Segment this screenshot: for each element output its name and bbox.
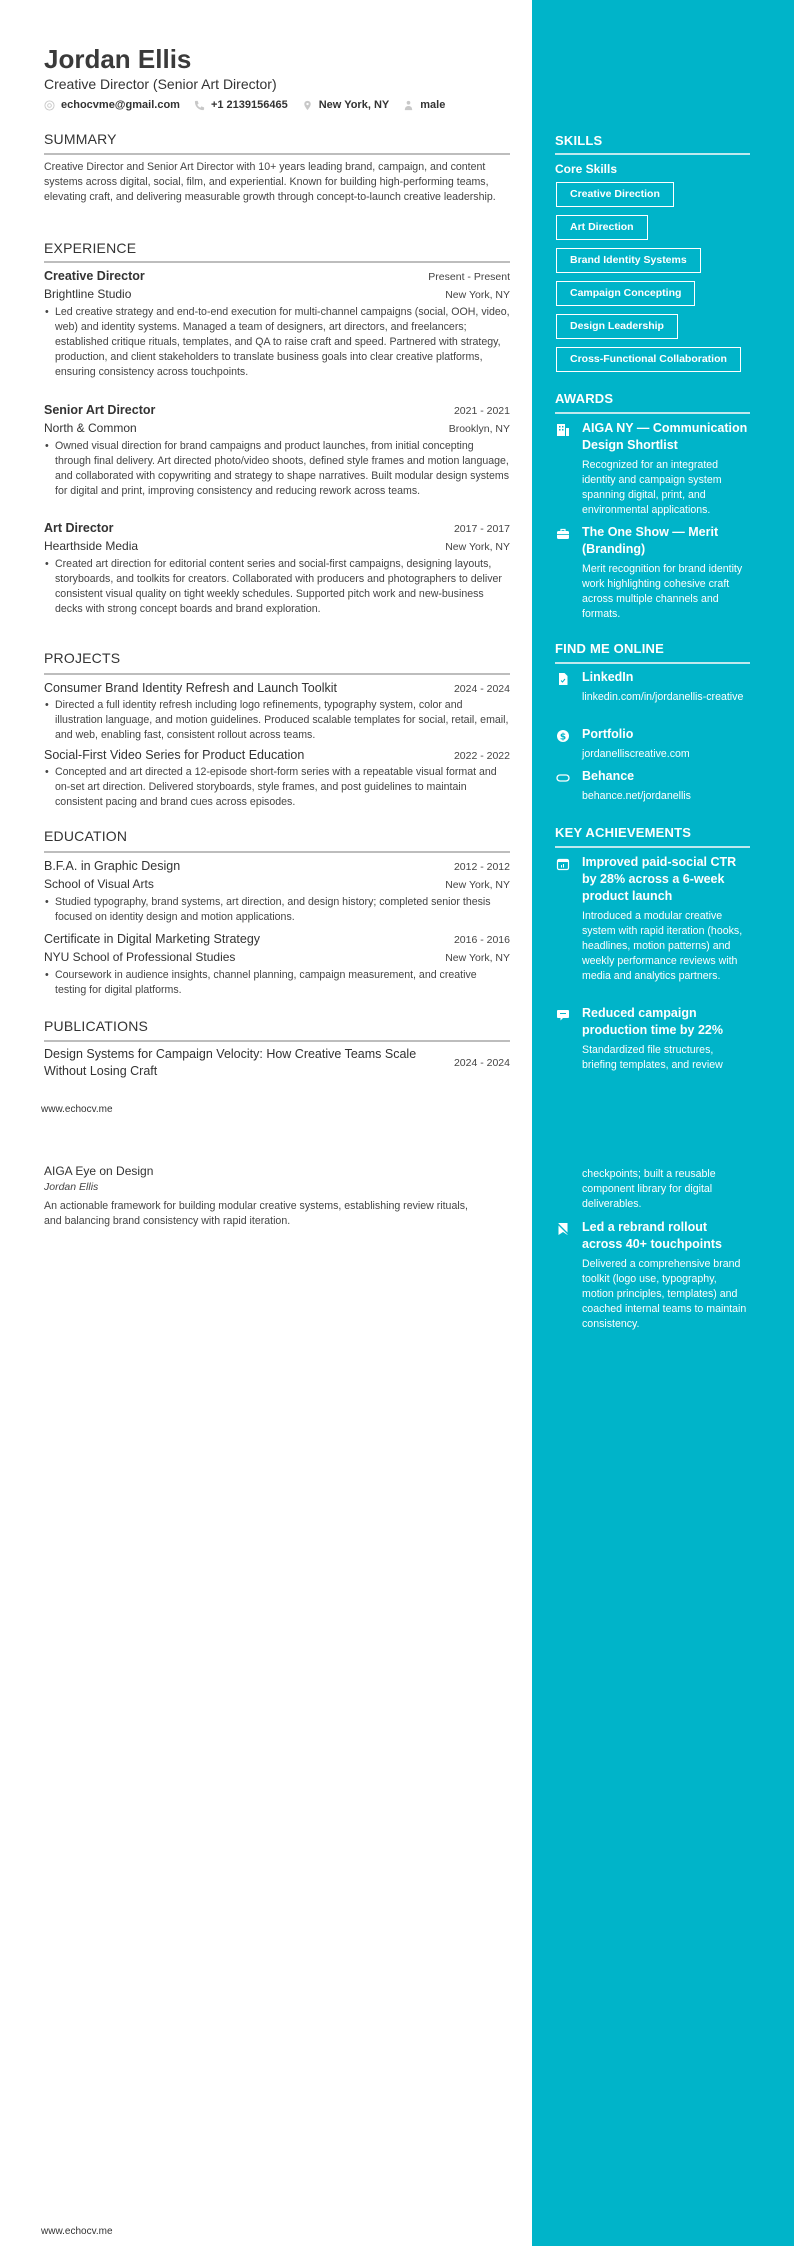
experience-divider (44, 261, 510, 263)
awards-divider (555, 412, 750, 414)
experience-item-3-org (44, 539, 510, 553)
online-link-url[interactable]: behance.net/jordanellis (582, 790, 691, 802)
achievements-heading: KEY ACHIEVEMENTS (555, 825, 692, 840)
award-description: Recognized for an integrated identity and campaign system spanning digital, print, and environmental applications. (582, 459, 722, 516)
skill-chip: Brand Identity Systems (556, 248, 701, 273)
contact-location (302, 99, 390, 111)
degree: B.F.A. in Graphic Design (44, 859, 181, 873)
experience-heading: EXPERIENCE (44, 240, 137, 256)
contact-phone-text: +1 2139156465 (210, 99, 288, 111)
job-location: New York, NY (445, 289, 510, 301)
skill-chip: Creative Direction (556, 182, 674, 207)
experience-bullet: • Created art direction for editorial content series and social-first campaigns, designing layouts, storyboards, and toolkits for creators. Collaborated with producers and photographers to deliver consistent visual quality on tight weekly schedules. Supported pitch work and new-business decks with strong concept boards and brand exploration. (44, 557, 510, 617)
education-item-2-school (44, 950, 510, 964)
project-item-2-header (44, 748, 510, 762)
online-divider (555, 662, 750, 664)
contact-phone[interactable] (194, 99, 288, 111)
company-name: Hearthside Media (44, 539, 139, 553)
dollar-circle-icon (556, 729, 570, 743)
achievement-title: Reduced campaign production time by 22% (582, 1006, 723, 1037)
svg-text:$: $ (559, 732, 567, 743)
job-title: Art Director (44, 521, 114, 535)
project-bullet: • Directed a full identity refresh including logo refinements, typography system, color and illustration language, and motion guidelines. Produced scalable templates for social, retail, email, and web, enabling fast, consistent rollout across teams. (44, 698, 510, 743)
education-bullet: • Studied typography, brand systems, art direction, and design history; completed senior thesis focused on identity design and motion applications. (44, 895, 510, 925)
school-location: New York, NY (445, 879, 510, 891)
document-icon (556, 672, 570, 686)
contact-gender-text: male (420, 99, 446, 111)
message-icon (556, 1008, 570, 1022)
awards-heading: AWARDS (555, 391, 614, 406)
job-title: Senior Art Director (44, 403, 156, 417)
job-location: New York, NY (445, 541, 510, 553)
online-heading: FIND ME ONLINE (555, 641, 664, 656)
education-item-1-school (44, 877, 510, 891)
experience-item-2-header (44, 403, 510, 417)
person-icon (403, 100, 414, 111)
award-title: The One Show — Merit (Branding) (582, 525, 719, 556)
company-name: North & Common (44, 421, 137, 435)
summary-text: Creative Director and Senior Art Director with 10+ years leading brand, campaign, and content systems across digital, social, film, and experiential. Known for building high-performing teams, elevating craft, and delivering measurable growth through concept-to-launch creative leadership. (44, 161, 496, 203)
online-link-label: LinkedIn (582, 670, 634, 684)
education-dates: 2016 - 2016 (453, 934, 510, 946)
achievement-description: Standardized file structures, briefing templates, and review (582, 1044, 723, 1071)
publications-divider (44, 1040, 510, 1042)
achievement-description: checkpoints; built a reusable component library for digital deliverables. (582, 1168, 716, 1210)
education-divider (44, 851, 510, 853)
experience-item-2-org (44, 421, 510, 435)
rounded-rect-icon (556, 771, 570, 785)
contact-location-text: New York, NY (318, 99, 390, 111)
achievements-divider (555, 846, 750, 848)
skill-chip: Campaign Concepting (556, 281, 695, 306)
school-name: School of Visual Arts (44, 877, 154, 891)
projects-heading: PROJECTS (44, 650, 121, 666)
education-bullet: • Coursework in audience insights, channel planning, campaign measurement, and creative testing for digital platforms. (44, 968, 510, 998)
job-dates: Present - Present (428, 271, 510, 283)
online-link-url[interactable]: jordanelliscreative.com (582, 748, 690, 760)
publication-venue: AIGA Eye on Design (44, 1164, 154, 1178)
skill-chip: Design Leadership (556, 314, 678, 339)
building-icon (556, 423, 570, 437)
skills-divider (555, 153, 750, 155)
footer-website-link[interactable]: www.echocv.me (41, 2226, 113, 2237)
education-item-1-header (44, 859, 510, 873)
project-dates: 2022 - 2022 (453, 750, 510, 762)
calendar-chart-icon (556, 857, 570, 871)
publication-author: Jordan Ellis (44, 1181, 99, 1193)
project-item-1-header (44, 681, 510, 695)
publication-title: Design Systems for Campaign Velocity: How Creative Teams Scale Without Losing Craft (44, 1047, 417, 1078)
experience-item-1-org (44, 287, 510, 301)
candidate-title: Creative Director (Senior Art Director) (44, 76, 277, 92)
footer-website-link[interactable]: www.echocv.me (41, 1104, 113, 1115)
job-dates: 2021 - 2021 (453, 405, 510, 417)
online-link-label: Portfolio (582, 727, 634, 741)
achievement-description: Introduced a modular creative system with rapid iteration (hooks, headlines, motion patterns) and weekly performance reviews with media and analytics partners. (582, 910, 743, 982)
skill-chip: Art Direction (556, 215, 648, 240)
location-pin-icon (302, 100, 313, 111)
job-location: Brooklyn, NY (448, 423, 510, 435)
achievement-description: Delivered a comprehensive brand toolkit (logo use, typography, motion principles, templates) and coached internal teams to maintain consistency. (582, 1258, 747, 1330)
degree: Certificate in Digital Marketing Strategy (44, 932, 261, 946)
education-heading: EDUCATION (44, 828, 128, 844)
experience-bullet: • Led creative strategy and end-to-end execution for multi-channel campaigns (social, OOH, video, web) and identity systems. Managed a team of designers, art directors, and freelancers; established critique rituals, templates, and QA to raise craft and speed. Partnered with strategy, production, and client stakeholders to translate business goals into clear creative platforms, ensuring consistency across touchpoints. (44, 305, 510, 380)
at-icon (44, 100, 55, 111)
summary-heading: SUMMARY (44, 131, 117, 147)
project-title: Consumer Brand Identity Refresh and Launch Toolkit (44, 681, 337, 695)
skills-heading: SKILLS (555, 133, 603, 148)
online-link-url[interactable]: linkedin.com/in/jordanellis-creative (582, 691, 744, 703)
job-dates: 2017 - 2017 (453, 523, 510, 535)
online-link-label: Behance (582, 769, 635, 783)
project-bullet: • Concepted and art directed a 12-episode short-form series with a repeatable visual format and on-set art direction. Delivered storyboards, style frames, and post guidelines to maintain consistent pacing and brand cues across episodes. (44, 765, 510, 810)
briefcase-icon (556, 527, 570, 541)
experience-item-1-header (44, 269, 510, 283)
contact-gender (403, 99, 445, 111)
publications-heading: PUBLICATIONS (44, 1018, 149, 1034)
projects-divider (44, 673, 510, 675)
bookmark-off-icon (556, 1222, 570, 1236)
contact-email[interactable] (44, 99, 180, 111)
candidate-name: Jordan Ellis (44, 44, 192, 74)
education-dates: 2012 - 2012 (453, 861, 510, 873)
achievement-title: Led a rebrand rollout across 40+ touchpoints (582, 1220, 722, 1251)
phone-icon (194, 100, 205, 111)
contact-row (44, 99, 459, 111)
award-title: AIGA NY — Communication Design Shortlist (582, 421, 748, 452)
experience-bullet: • Owned visual direction for brand campaigns and product launches, from initial concepting through final delivery. Art directed photo/video shoots, defined style frames and motion language, and collaborated with copywriting and strategy to shape narratives. Built modular design systems for digital and print, improving consistency and reducing rework across teams. (44, 439, 510, 499)
project-title: Social-First Video Series for Product Education (44, 748, 305, 762)
education-item-2-header (44, 932, 510, 946)
award-description: Merit recognition for brand identity work highlighting cohesive craft across multiple channels and formats. (582, 563, 743, 620)
experience-item-3-header (44, 521, 510, 535)
skills-group-label: Core Skills (555, 162, 618, 176)
skill-chip: Cross-Functional Collaboration (556, 347, 741, 372)
publication-dates: 2024 - 2024 (453, 1057, 510, 1069)
project-dates: 2024 - 2024 (453, 683, 510, 695)
achievement-title: Improved paid-social CTR by 28% across a 6-week product launch (582, 855, 737, 903)
summary-divider (44, 153, 510, 155)
school-name: NYU School of Professional Studies (44, 950, 236, 964)
publication-description: An actionable framework for building modular creative systems, establishing review rituals, and balancing brand consistency with rapid iteration. (44, 1200, 468, 1227)
job-title: Creative Director (44, 269, 145, 283)
contact-email-text: echocvme@gmail.com (61, 99, 180, 111)
company-name: Brightline Studio (44, 287, 132, 301)
school-location: New York, NY (445, 952, 510, 964)
